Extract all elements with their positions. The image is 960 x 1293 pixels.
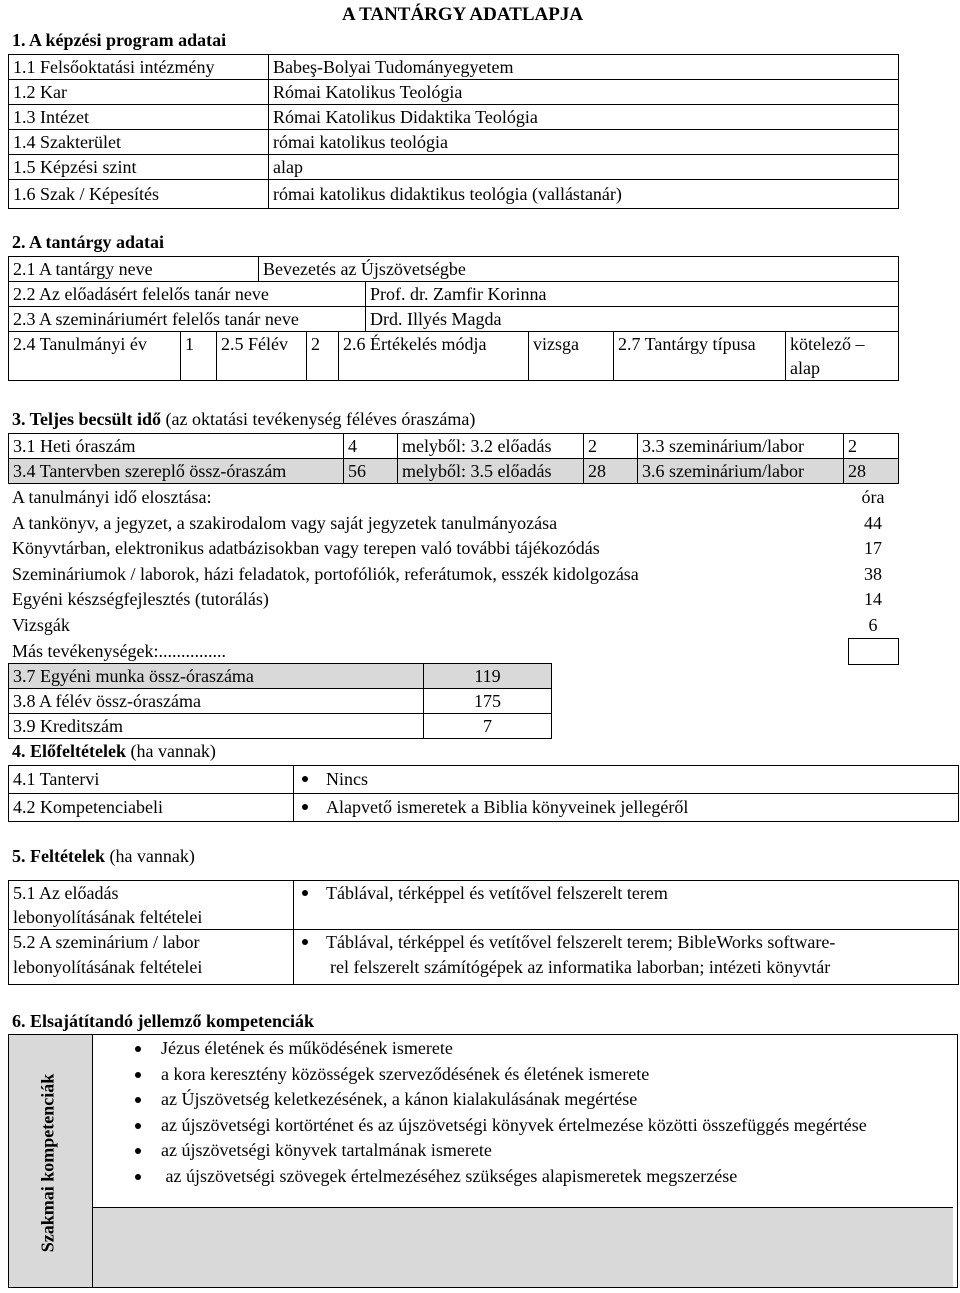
table-row: 1.5 Képzési szint alap [9, 155, 899, 180]
section-5-heading: 5. Feltételek (ha vannak) [12, 846, 195, 866]
prerequisites-table [8, 765, 959, 822]
bullet-icon [135, 1072, 141, 1078]
section-3-heading: 3. Teljes becsült idő (az oktatási tevékenység féléves óraszáma) [12, 409, 476, 429]
bullet-icon [302, 804, 308, 810]
table-row: 1.1 Felsőoktatási intézmény Babeş-Bolyai Tudományegyetem [9, 55, 899, 80]
bullet-icon [135, 1148, 141, 1154]
list-item: az újszövetségi könyvek tartalmának ismerete [131, 1138, 951, 1164]
table-row: 3.1 Heti óraszám 4 melyből: 3.2 előadás 2 3.3 szeminárium/labor 2 [9, 434, 899, 459]
table-row: 3.4 Tantervben szereplő össz-óraszám 56 melyből: 3.5 előadás 28 3.6 szeminárium/labor 28 [9, 459, 899, 484]
lecturer-table [8, 281, 899, 332]
table-row: A tanulmányi idő elosztása: óra [12, 487, 885, 507]
table-row: 4.2 Kompetenciabeli Alapvető ismeretek a Biblia könyveinek jellegéről [9, 794, 959, 822]
bullet-icon [135, 1123, 141, 1129]
competencies-side-label: Szakmai kompetenciák [37, 1073, 58, 1252]
time-distribution-table [8, 485, 899, 665]
table-row: 5.1 Az előadás lebonyolításának feltételei Táblával, térképpel és vetítővel felszerelt terem [9, 881, 959, 930]
program-data-table [8, 54, 899, 209]
list-item: a kora keresztény közösségek szerveződésének és életének ismerete [131, 1062, 951, 1088]
list-item: az újszövetségi szövegek értelmezéséhez szükséges alapismeretek megszerzése [131, 1164, 951, 1190]
subject-name-table [8, 256, 899, 282]
table-row: A tankönyv, a jegyzet, a szakirodalom vagy saját jegyzetek tanulmányozása 44 [12, 512, 882, 533]
table-row: 1.4 Szakterület római katolikus teológia [9, 130, 899, 155]
subject-meta-table [8, 331, 899, 381]
table-row: 2.1 A tantárgy neve Bevezetés az Újszövetségbe [9, 257, 899, 282]
table-row: 1.6 Szak / Képesítés római katolikus didaktikus teológia (vallástanár) [9, 180, 899, 209]
table-row: 1.2 Kar Római Katolikus Teológia [9, 80, 899, 105]
table-row: 2.2 Az előadásért felelős tanár neve Prof. dr. Zamfir Korinna [9, 282, 899, 307]
table-row: Vizsgák 6 [12, 614, 878, 635]
conditions-table [8, 880, 959, 985]
bullet-icon [135, 1097, 141, 1103]
table-row: Könyvtárban, elektronikus adatbázisokban vagy terepen való további tájékozódás 17 [12, 538, 882, 558]
table-row: 2.4 Tanulmányi év 1 2.5 Félév 2 2.6 Értékelés módja vizsga 2.7 Tantárgy típusa kötelező – alap [9, 332, 899, 381]
table-row: Szemináriumok / laborok, házi feladatok, portofóliók, referátumok, esszék kidolgozása 38 [12, 563, 882, 584]
bullet-icon [302, 939, 308, 945]
totals-table [8, 663, 552, 739]
page-title: A TANTÁRGY ADATLAPJA [342, 4, 584, 25]
list-item: Jézus életének és működésének ismerete [131, 1036, 951, 1062]
bullet-icon [135, 1046, 141, 1052]
table-row: Egyéni készségfejlesztés (tutorálás) 14 [12, 589, 882, 609]
table-row: 2.3 A szemináriumért felelős tanár neve Drd. Illyés Magda [9, 307, 899, 332]
table-row: 3.7 Egyéni munka össz-óraszáma 119 [9, 664, 552, 689]
table-row: 5.2 A szeminárium / labor lebonyolításának feltételei Táblával, térképpel és vetítővel felszerelt terem; BibleWorks software- rel felszerelt számítógépek az informatika laborban; intézeti könyvtár [9, 930, 959, 985]
section-2-heading: 2. A tantárgy adatai [12, 232, 165, 252]
competencies-list [131, 1036, 951, 1189]
list-item: az Újszövetség keletkezésének, a kánon kialakulásának megértése [131, 1087, 951, 1113]
table-row: Más tevékenységek:............... [8, 639, 898, 665]
section-4-heading: 4. Előfeltételek (ha vannak) [12, 741, 216, 761]
bullet-icon [302, 776, 308, 782]
bullet-icon [302, 890, 308, 896]
table-row: 3.9 Kreditszám 7 [9, 714, 552, 739]
competencies-box [8, 1034, 958, 1288]
bullet-icon [135, 1174, 141, 1180]
table-row: 1.3 Intézet Római Katolikus Didaktika Teológia [9, 105, 899, 130]
hours-table [8, 433, 899, 484]
table-row: 3.8 A félév össz-óraszáma 175 [9, 689, 552, 714]
section-1-heading: 1. A képzési program adatai [12, 30, 227, 50]
table-row: 4.1 Tantervi Nincs [9, 766, 959, 794]
section-6-heading: 6. Elsajátítandó jellemző kompetenciák [12, 1011, 314, 1031]
list-item: az újszövetségi kortörténet és az újszövetségi könyvek értelmezése közötti összefüggés megértése [131, 1113, 931, 1139]
